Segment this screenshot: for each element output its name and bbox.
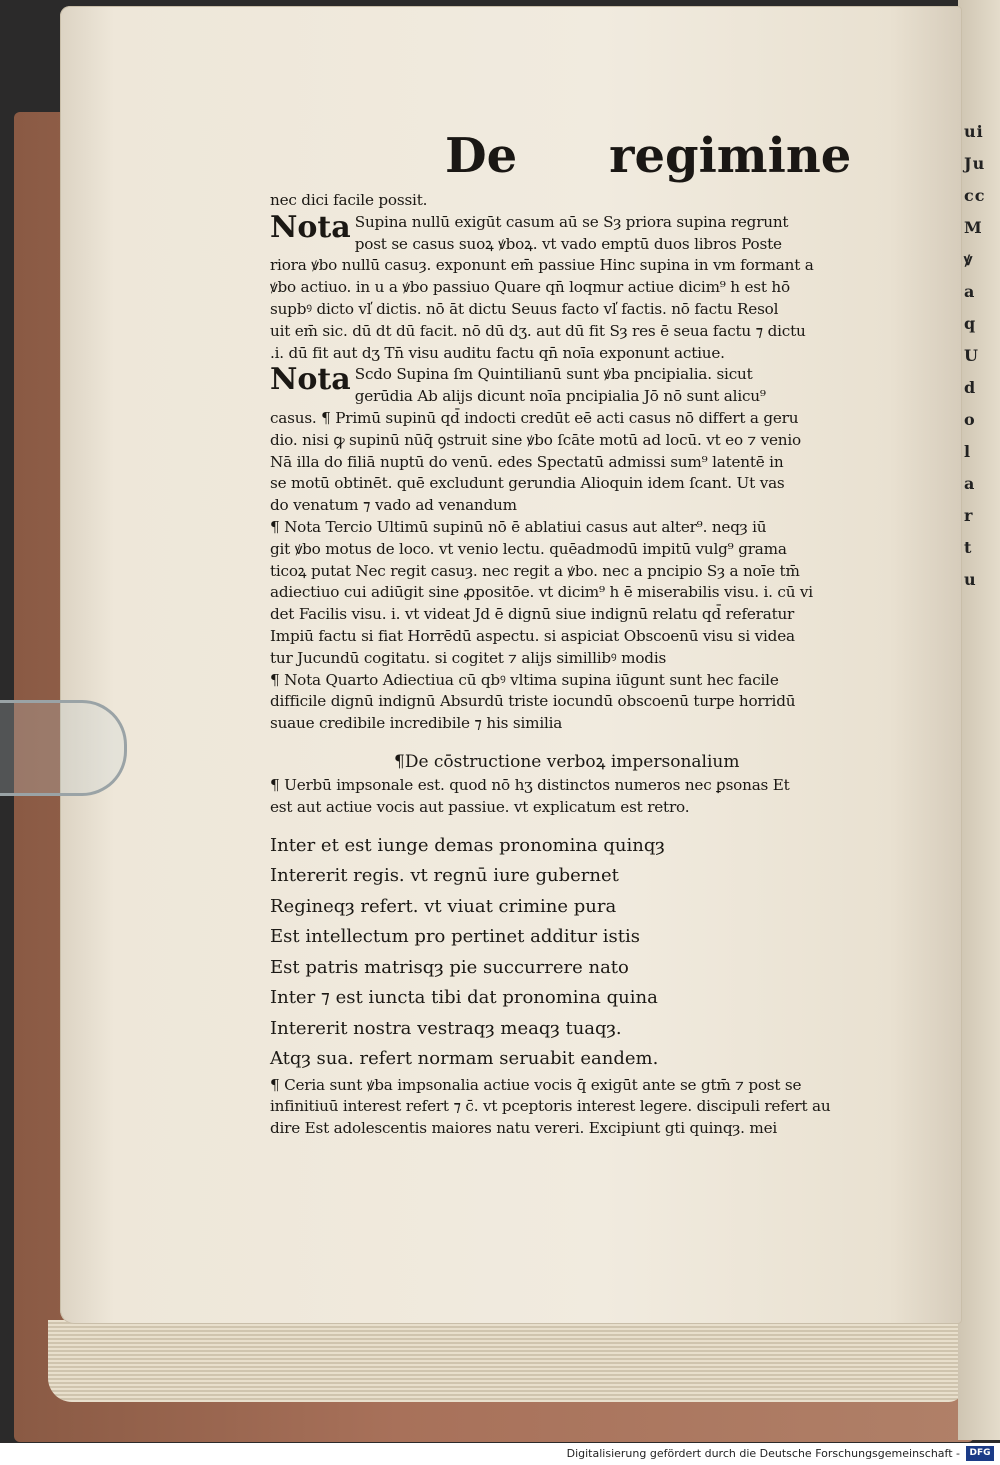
verse-line: Intererit nostra vestraqȝ meaqȝ tuaqȝ. [270, 1017, 622, 1039]
text-line: ꝟbo actiuo. in u a ꝟbo passiuo Quare qn̄ loqmur actiue dicim⁹ h est hō [270, 278, 790, 297]
text-line: ticoꝝ putat Nec regit casuȝ. nec regit a ꝟbo. nec a pncipio Sȝ a noīe tm̄ [270, 561, 800, 580]
facing-page-glyph: u [964, 570, 977, 589]
section-title: ¶De cōstructione verboꝝ impersonalium [394, 751, 740, 772]
text-line: git ꝟbo motus de loco. vt venio lectu. quēadmodū impitū vulg⁹ grama [270, 539, 787, 558]
funding-notice: Digitalisierung gefördert durch die Deutsche Forschungsgemeinschaft - [566, 1447, 960, 1460]
page-edges [48, 1320, 963, 1402]
text-line: ¶ Nota Tercio Ultimū supinū nō ē ablatiui casus aut alter⁹. neqȝ iū [270, 517, 767, 536]
verse-line: Est patris matrisqȝ pie succurrere nato [270, 956, 629, 978]
text-line: ¶ Uerbū impsonale est. quod nō hʒ distinctos numeros nec ꝑsonas Et [270, 775, 790, 794]
text-line: nec dici facile possit. [270, 191, 428, 209]
verse-block [270, 831, 870, 1075]
text-line: dire Est adolescentis maiores natu vereri. Excipiunt gti quinqȝ. mei [270, 1119, 778, 1138]
facing-page-glyph: d [964, 378, 977, 397]
text-line: .i. dū fit aut dʒ Tn̄ visu auditu factu qn̄ noīa exponunt actiue. [270, 343, 725, 362]
text-line: ¶ Nota Quarto Adiectiua cū qbꝰ vltima supina iūgunt sunt hec facile [270, 670, 779, 689]
text-line: infinitiuū interest refert ⁊ c̄. vt pceptoris interest legere. discipuli refert au [270, 1097, 831, 1116]
facing-page-edge [958, 0, 1000, 1440]
facing-page-glyph: ui [964, 122, 984, 141]
facing-page-glyph: l [964, 442, 972, 461]
text-line: det Facilis visu. i. vt videat Jd ē dignū siue indignū relatu qd̄ referatur [270, 605, 795, 624]
text-line: uit em̄ sic. dū dt dū facit. nō dū dʒ. aut dū fit Sȝ res ē seua factu ⁊ dictu [270, 321, 806, 340]
facing-page-glyph: q [964, 314, 977, 333]
facing-page-glyph: a [964, 282, 976, 301]
text-line: do venatum ⁊ vado ad venandum [270, 496, 517, 515]
body-text [270, 190, 870, 1140]
text-line: est aut actiue vocis aut passiue. vt explicatum est retro. [270, 797, 690, 816]
verse-line: Intererit regis. vt regnū iure gubernet [270, 865, 619, 887]
page-clip [0, 700, 127, 796]
facing-page-glyph: ꝟ [964, 250, 974, 269]
text-line: post se casus suoꝝ ꝟboꝝ. vt vado emptū duos libros Poste [354, 234, 782, 253]
text-line: Nā illa do filiā nuptū do venū. edes Spectatū admissi sum⁹ latentē in [270, 452, 784, 471]
facing-page-glyph: o [964, 410, 976, 429]
facing-page-glyph: t [964, 538, 973, 557]
verse-line: Inter et est iunge demas pronomina quinqȝ [270, 834, 665, 856]
running-heading [445, 128, 852, 184]
facing-page-glyph: M [964, 218, 983, 237]
facing-page-glyph: Ju [964, 154, 986, 173]
text-line: ¶ Ceria sunt ꝟba impsonalia actiue vocis q̄ exigūt ante se gtm̄ ⁊ post se [270, 1075, 802, 1094]
text-line: se motū obtinēt. quē excludunt gerundia Alioquin idem ſcant. Ut vas [270, 474, 785, 493]
text-line: tur Jucundū cogitatu. si cogitet ⁊ alijs simillibꝰ modis [270, 648, 667, 667]
verse-line: Est intellectum pro pertinet additur istis [270, 926, 640, 948]
nota-block-2 [270, 364, 870, 735]
text-line: Supina nullū exigūt casum aū se Sȝ priora supina regrunt [354, 212, 789, 231]
nota-mark: Nota [270, 362, 351, 398]
text-line: casus. ¶ Primū supinū qd̄ indocti credūt eē acti casus nō differt a geru [270, 408, 799, 427]
verse-line: Atqȝ sua. refert normam seruabit eandem. [270, 1048, 659, 1070]
text-line: Scdo Supina ſm Quintilianū sunt ꝟba pncipialia. sicut [354, 365, 753, 384]
text-line: adiectiuo cui adiūgit sine ꝓpositōe. vt dicim⁹ h ē miserabilis visu. i. cū vi [270, 583, 813, 602]
facing-page-glyph: U [964, 346, 979, 365]
heading-word-1: De [445, 128, 518, 184]
text-line: suaue credibile incredibile ⁊ his similia [270, 714, 563, 733]
text-line: supbꝰ dicto vl̕ dictis. nō āt dictu Seuus facto vl̕ factis. nō factu Resol [270, 299, 779, 318]
footer-bar [0, 1443, 1000, 1465]
text-line: difficile dignū indignū Absurdū triste iocundū obscoenū turpe horridū [270, 692, 796, 711]
facing-page-glyph: a [964, 474, 976, 493]
verse-line: Inter ⁊ est iuncta tibi dat pronomina quina [270, 987, 658, 1009]
nota-mark: Nota [270, 209, 351, 245]
facing-page-glyph: r [964, 506, 974, 525]
verse-line: Regineqȝ refert. vt viuat crimine pura [270, 895, 617, 917]
facing-page-glyph: cc [964, 186, 986, 205]
nota-block-1 [270, 209, 870, 365]
dfg-logo: DFG [966, 1446, 994, 1461]
text-line: riora ꝟbo nullū casuȝ. exponunt em̄ passiue Hinc supina in vm formant a [270, 256, 814, 275]
text-line: gerūdia Ab alijs dicunt noīa pncipialia Jō nō sunt alicu⁹ [354, 387, 766, 406]
text-line: Impiū factu si fiat Horrēdū aspectu. si aspiciat Obscoenū visu si videa [270, 626, 795, 645]
text-line: dio. nisi ꝙ supinū nūq̄ ꝯstruit sine ꝟbo ſcāte motū ad locū. vt eo ⁊ venio [270, 430, 801, 449]
heading-word-2: regimine [609, 128, 852, 184]
